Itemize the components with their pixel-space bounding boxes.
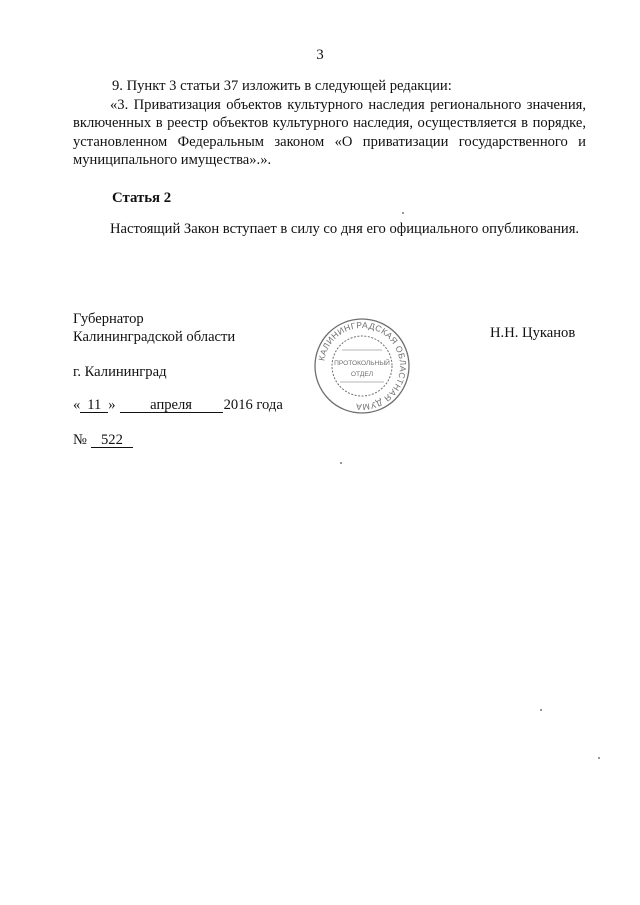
official-stamp xyxy=(312,316,412,416)
amendment-header: 9. Пункт 3 статьи 37 изложить в следующей редакции: xyxy=(112,78,452,94)
date-close-quote: » xyxy=(108,397,116,413)
stamp-inner-line-2: ОТДЕЛ xyxy=(350,371,374,378)
date-month: апреля xyxy=(120,398,223,413)
date-day: 11 xyxy=(80,398,108,413)
scan-speck xyxy=(402,212,404,214)
signing-date xyxy=(73,397,283,414)
page-number: 3 xyxy=(316,47,324,63)
signatory-title: Губернатор xyxy=(73,311,144,327)
date-open-quote: « xyxy=(73,397,81,413)
stamp-ring-text: КАЛИНИНГРАДСКАЯ ОБЛАСТНАЯ ДУМА xyxy=(316,319,409,413)
number-sign: № xyxy=(73,432,87,448)
signing-city: г. Калининград xyxy=(73,364,167,380)
stamp-inner-line-1: ПРОТОКОЛЬНЫЙ xyxy=(334,360,390,367)
signatory-region: Калининградской области xyxy=(73,329,236,345)
article-2-heading: Статья 2 xyxy=(112,190,172,206)
article-2-text xyxy=(73,218,586,240)
article-2-body: Настоящий Закон вступает в силу со дня его официального опубликования. xyxy=(110,221,580,237)
scan-speck xyxy=(340,462,342,464)
signatory-name: Н.Н. Цуканов xyxy=(490,325,576,341)
amendment-quote xyxy=(73,96,586,169)
date-year: 2016 года xyxy=(223,397,283,413)
number-value: 522 xyxy=(91,433,133,448)
law-number xyxy=(73,432,133,449)
scan-speck xyxy=(598,757,600,759)
amendment-quote-text: «3. Приватизация объектов культурного наследия регионального значения, включенных в реестр объектов культурного наследия, осуществляется в порядке, установленном Федеральным законом «О приватизации государственного и муниципального имущества».». xyxy=(73,97,586,168)
scan-speck xyxy=(540,709,542,711)
